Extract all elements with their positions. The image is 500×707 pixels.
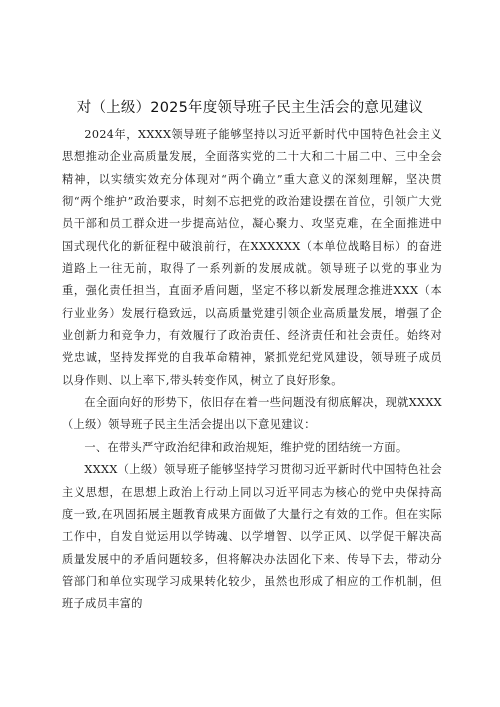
section-heading-1: 一、在带头严守政治纪律和政治规矩，维护党的团结统一方面。: [84, 440, 408, 454]
document-body: [62, 124, 442, 616]
paragraph-3: XXXX（上级）领导班子能够坚持学习贯彻习近平新时代中国特色社会主义思想，在思想上政治上行动上同以习近平同志为核心的党中央保持高度一致,在巩固拓展主题教育成果方面做了大量行之有效的工作。但在实际工作中，自发自觉运用以学铸魂、以学增智、以学正风、以学促干解决高质量发展中的矛盾问题较多，但将解决办法固化下来、传导下去，带动分管部门和单位实现学习成果转化较少，虽然也形成了相应的工作机制，但班子成员丰富的: [62, 463, 442, 611]
document-title: 对（上级）2025年度领导班子民主生活会的意见建议: [76, 100, 424, 116]
paragraph-1: 2024年，XXXX领导班子能够坚持以习近平新时代中国特色社会主义思想推动企业高质量发展，全面落实党的二十大和二十届二中、三中全会精神，以实绩实效充分体现对“两个确立”重大意义的深刻理解，坚决贯彻“两个维护”政治要求，时刻不忘把党的政治建设摆在首位，引领广大党员干部和员工群众进一步提高站位，凝心聚力、攻坚克难，在全面推进中国式现代化的新征程中破浪前行，在XXXXXX（本单位战略目标）的奋进道路上一往无前，取得了一系列新的发展成就。领导班子以党的事业为重，强化责任担当，直面矛盾问题，坚定不移以新发展理念推进XXX（本行业业务）发展行稳致远，以高质量党建引领企业高质量发展，增强了企业创新力和竞争力，有效履行了政治责任、经济责任和社会责任。始终对党忠诚，坚持发挥党的自我革命精神，紧抓党纪党风建设，领导班子成员以身作则、以上率下,带头转变作风，树立了良好形象。: [62, 128, 442, 387]
paragraph-2: 在全面向好的形势下，依旧存在着一些问题没有彻底解决，现就XXXX（上级）领导班子民主生活会提出以下意见建议：: [62, 396, 442, 432]
